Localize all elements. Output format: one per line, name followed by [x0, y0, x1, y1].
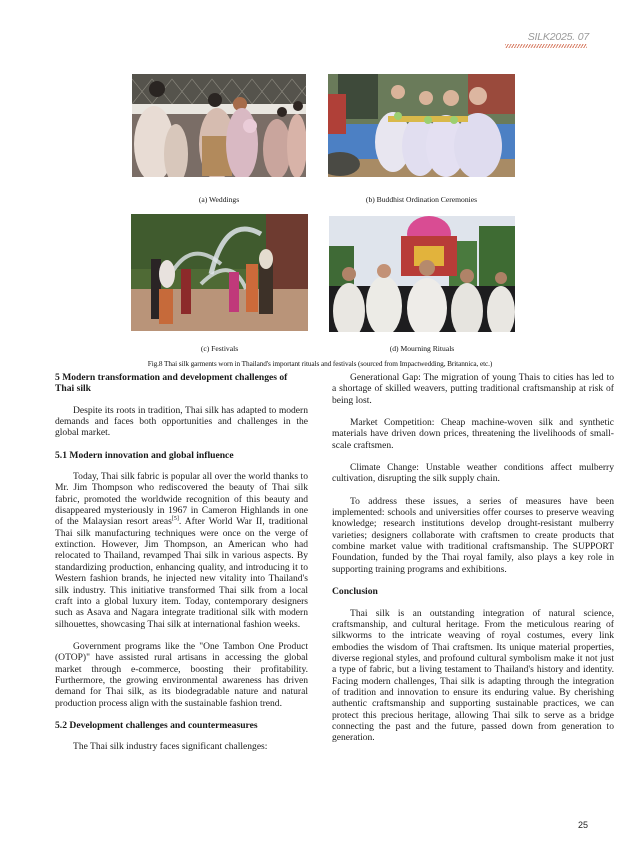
ordination-photo: [328, 74, 515, 177]
measures-paragraph: To address these issues, a series of measures have been implemented: schools and universities offer courses to preserve weaving knowledge; research institutions develop drought-resistant mulberry varieties; designers collaborate with craftsmen to create products that combine market value with traditional craftsmanship. The SUPPORT Foundation, funded by the Thai royal family, also plays a key role in supporting training programs and exhibitions.: [332, 495, 614, 575]
section-5-2-heading: 5.2 Development challenges and countermeasures: [55, 719, 258, 731]
journal-issue-tag: SILK2025. 07: [527, 31, 589, 43]
wedding-photo: [132, 74, 306, 177]
left-column: [55, 372, 308, 764]
subfigure-caption-b: (b) Buddhist Ordination Ceremonies: [365, 195, 478, 204]
climate-change-paragraph: Climate Change: Unstable weather conditions affect mulberry cultivation, disrupting the silk supply chain.: [332, 462, 614, 485]
festival-photo: [131, 214, 308, 331]
section-5-1-paragraph-2: Government programs like the "One Tambon One Product (OTOP)" have assisted rural artisans in accessing the global market through e-commerce, boosting their profitability. Furthermore, the growing environmental awareness has driven demand for Thai silk, as its biodegradable nature and natural production process align with the sustainable fashion trend.: [55, 640, 308, 709]
paragraph-text: Today, Thai silk fabric is popular all over the world thanks to Mr. Jim Thompson who rediscovered the beauty of Thai silk fabric, promoted the worldwide recognition of this beauty and disappeared mysteriously in 1967 in Cameron Highlands in one of the Malaysian resort areas: [55, 471, 308, 528]
right-column: [332, 372, 614, 755]
subfigure-caption-d: (d) Mourning Rituals: [389, 344, 455, 353]
section-5-1-heading: 5.1 Modern innovation and global influence: [55, 449, 234, 461]
generational-gap-paragraph: Generational Gap: The migration of young Thais to cities has led to a shortage of skilled weavers, putting traditional craftsmanship at risk of being lost.: [332, 372, 614, 406]
subfigure-caption-c: (c) Festivals: [200, 344, 239, 353]
section-5-paragraph: Despite its roots in tradition, Thai silk has adapted to modern demands and faces both opportunities and challenges in the global market.: [55, 404, 308, 439]
section-5-heading: 5 Modern transformation and development challenges of Thai silk: [55, 372, 288, 395]
market-competition-paragraph: Market Competition: Cheap machine-woven silk and synthetic materials have driven down prices, threatening the livelihoods of small-scale craftsmen.: [332, 417, 614, 451]
section-5-2-paragraph: The Thai silk industry faces significant challenges:: [73, 741, 268, 753]
section-5-1-paragraph-1: [55, 471, 308, 630]
conclusion-heading: Conclusion: [332, 586, 378, 598]
mourning-photo: [329, 216, 515, 332]
citation-ref[interactable]: [5]: [171, 516, 179, 523]
paragraph-text: . After World War II, traditional Thai silk manufacturing techniques were once on the verge of extinction. However, Jim Thompson, an American who had relocated to Thailand, revamped Thai silk in various aspects. By standardizing production, enhancing quality, and introducing it to Western fashion brands, he injected new vitality into Thailand's silk industry. This initiative transformed Thai silk from a local craft into a global luxury item. Today, contemporary designers such as Asava and Nagara integrate traditional silk with modern silhouettes, showcasing Thai silk at international fashion weeks.: [55, 516, 308, 630]
figure-caption: Fig.8 Thai silk garments worn in Thailand's important rituals and festivals (sourced from Impactwedding, Britannica, etc.): [147, 359, 493, 368]
page-number: 25: [578, 820, 589, 830]
subfigure-caption-a: (a) Weddings: [198, 195, 240, 204]
conclusion-paragraph: Thai silk is an outstanding integration of natural science, craftsmanship, and cultural heritage. From the meticulous rearing of silkworms to the intricate weaving of royal costumes, every link embodies the wisdom of Thai craftsmen. Its unique material properties, diverse regional styles, and profound cultural symbolism make it not just a type of fabric, but a living testament to Thailand's history and identity. Facing modern challenges, Thai silk is adapting through the integration of tradition and innovation to ensure its enduring value. By cherishing authentic craftsmanship and supporting sustainable practices, we can protect this precious heritage, allowing Thai silk to serve as a bridge connecting the past and the future, passed down from generation to generation.: [332, 607, 614, 744]
header-hatched-bar: [505, 44, 587, 48]
